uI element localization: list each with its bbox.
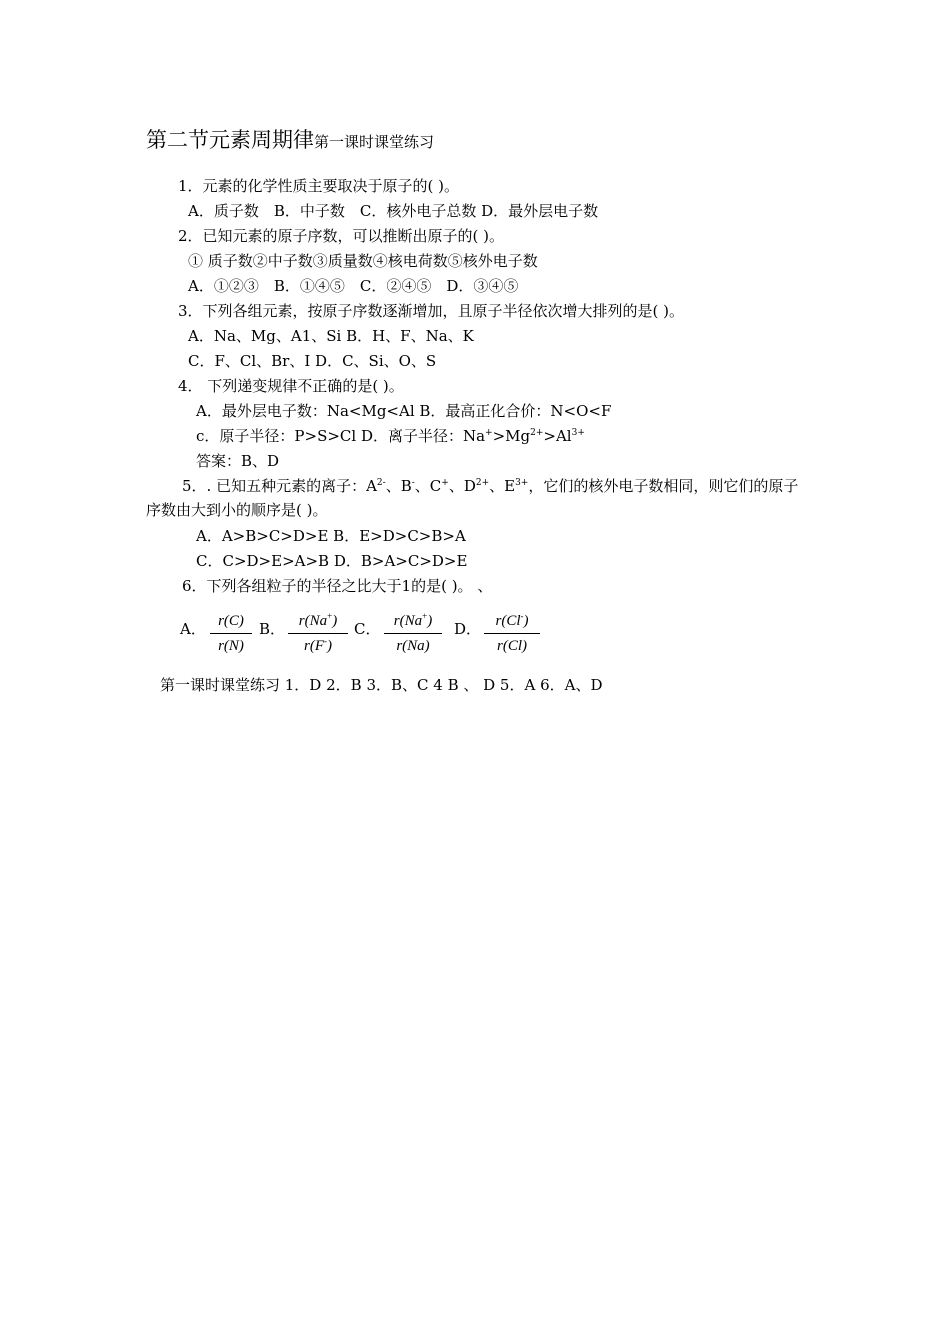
- q6-label-d: D．: [454, 620, 482, 638]
- q4-stem: 4． 下列递变规律不正确的是( )。: [178, 377, 404, 395]
- page-title: [146, 124, 434, 154]
- q4-answer: 答案：B、D: [196, 452, 280, 470]
- q6-fraction-a: [210, 610, 252, 657]
- fraction-numerator: r(Cl-): [495, 611, 529, 629]
- q6-fraction-c: [384, 610, 442, 657]
- q6-fraction-b: [288, 610, 348, 657]
- q6-label-a: A．: [180, 620, 206, 638]
- q1-stem: 1．元素的化学性质主要取决于原子的( )。: [178, 177, 460, 195]
- fraction-denominator: r(N): [218, 638, 244, 654]
- fraction-numerator: r(Na+): [393, 611, 433, 629]
- q4-options-ab: A．最外层电子数：Na<Mg<Al B．最高正化合价：N<O<F: [196, 402, 612, 420]
- q5-options-ab: A．A>B>C>D>E B．E>D>C>B>A: [196, 527, 466, 545]
- q3-stem: 3．下列各组元素，按原子序数逐渐增加，且原子半径依次增大排列的是( )。: [178, 302, 685, 320]
- q5-options-cd: C．C>D>E>A>B D．B>A>C>D>E: [196, 552, 468, 570]
- q3-options-cd: C．F、Cl、Br、I D．C、Si、O、S: [188, 352, 437, 370]
- q6-label-b: B．: [259, 620, 286, 638]
- fraction-bar: [484, 633, 540, 634]
- q6-formula-options: [180, 610, 580, 662]
- q6-fraction-d: [484, 610, 540, 657]
- q4-options-cd: c．原子半径：P>S>Cl D．离子半径：$Na^+>Mg^{2+}>Al^{3+}$: [196, 427, 585, 445]
- q5-stem-line2: 序数由大到小的顺序是( )。: [146, 501, 328, 519]
- q2-stem: 2．已知元素的原子序数，可以推断出原子的( )。: [178, 227, 505, 245]
- fraction-numerator: r(C): [218, 613, 244, 629]
- fraction-denominator: r(F-): [304, 636, 332, 654]
- q5-stem: 5．. 已知五种元素的离子：$A^{2-}$、B-、C+、$D^{2+}$、$E^{3+}$，它们的核外电子数相同，则它们的原子: [182, 477, 799, 495]
- q2-options: A．①②③ B．①④⑤ C．②④⑤ D．③④⑤: [188, 277, 519, 295]
- fraction-bar: [288, 633, 348, 634]
- q3-options-ab: A．Na、Mg、A1、Si B．H、F、Na、K: [188, 327, 474, 345]
- title-main: 第二节元素周期律: [146, 128, 314, 152]
- fraction-numerator: r(Na+): [298, 611, 338, 629]
- q1-options: A．质子数 B．中子数 C．核外电子总数 D．最外层电子数: [188, 202, 599, 220]
- answer-key: 第一课时课堂练习 1．D 2．B 3．B、C 4 B 、 D 5．A 6．A、D: [160, 676, 603, 694]
- q6-label-c: C．: [354, 620, 381, 638]
- title-sub: 第一课时课堂练习: [314, 133, 435, 151]
- q6-stem: 6．下列各组粒子的半径之比大于1的是( )。 、: [182, 577, 493, 595]
- fraction-denominator: r(Na): [396, 638, 430, 654]
- q2-items: ① 质子数②中子数③质量数④核电荷数⑤核外电子数: [188, 252, 538, 270]
- fraction-denominator: r(Cl): [497, 638, 527, 654]
- fraction-bar: [210, 633, 252, 634]
- fraction-bar: [384, 633, 442, 634]
